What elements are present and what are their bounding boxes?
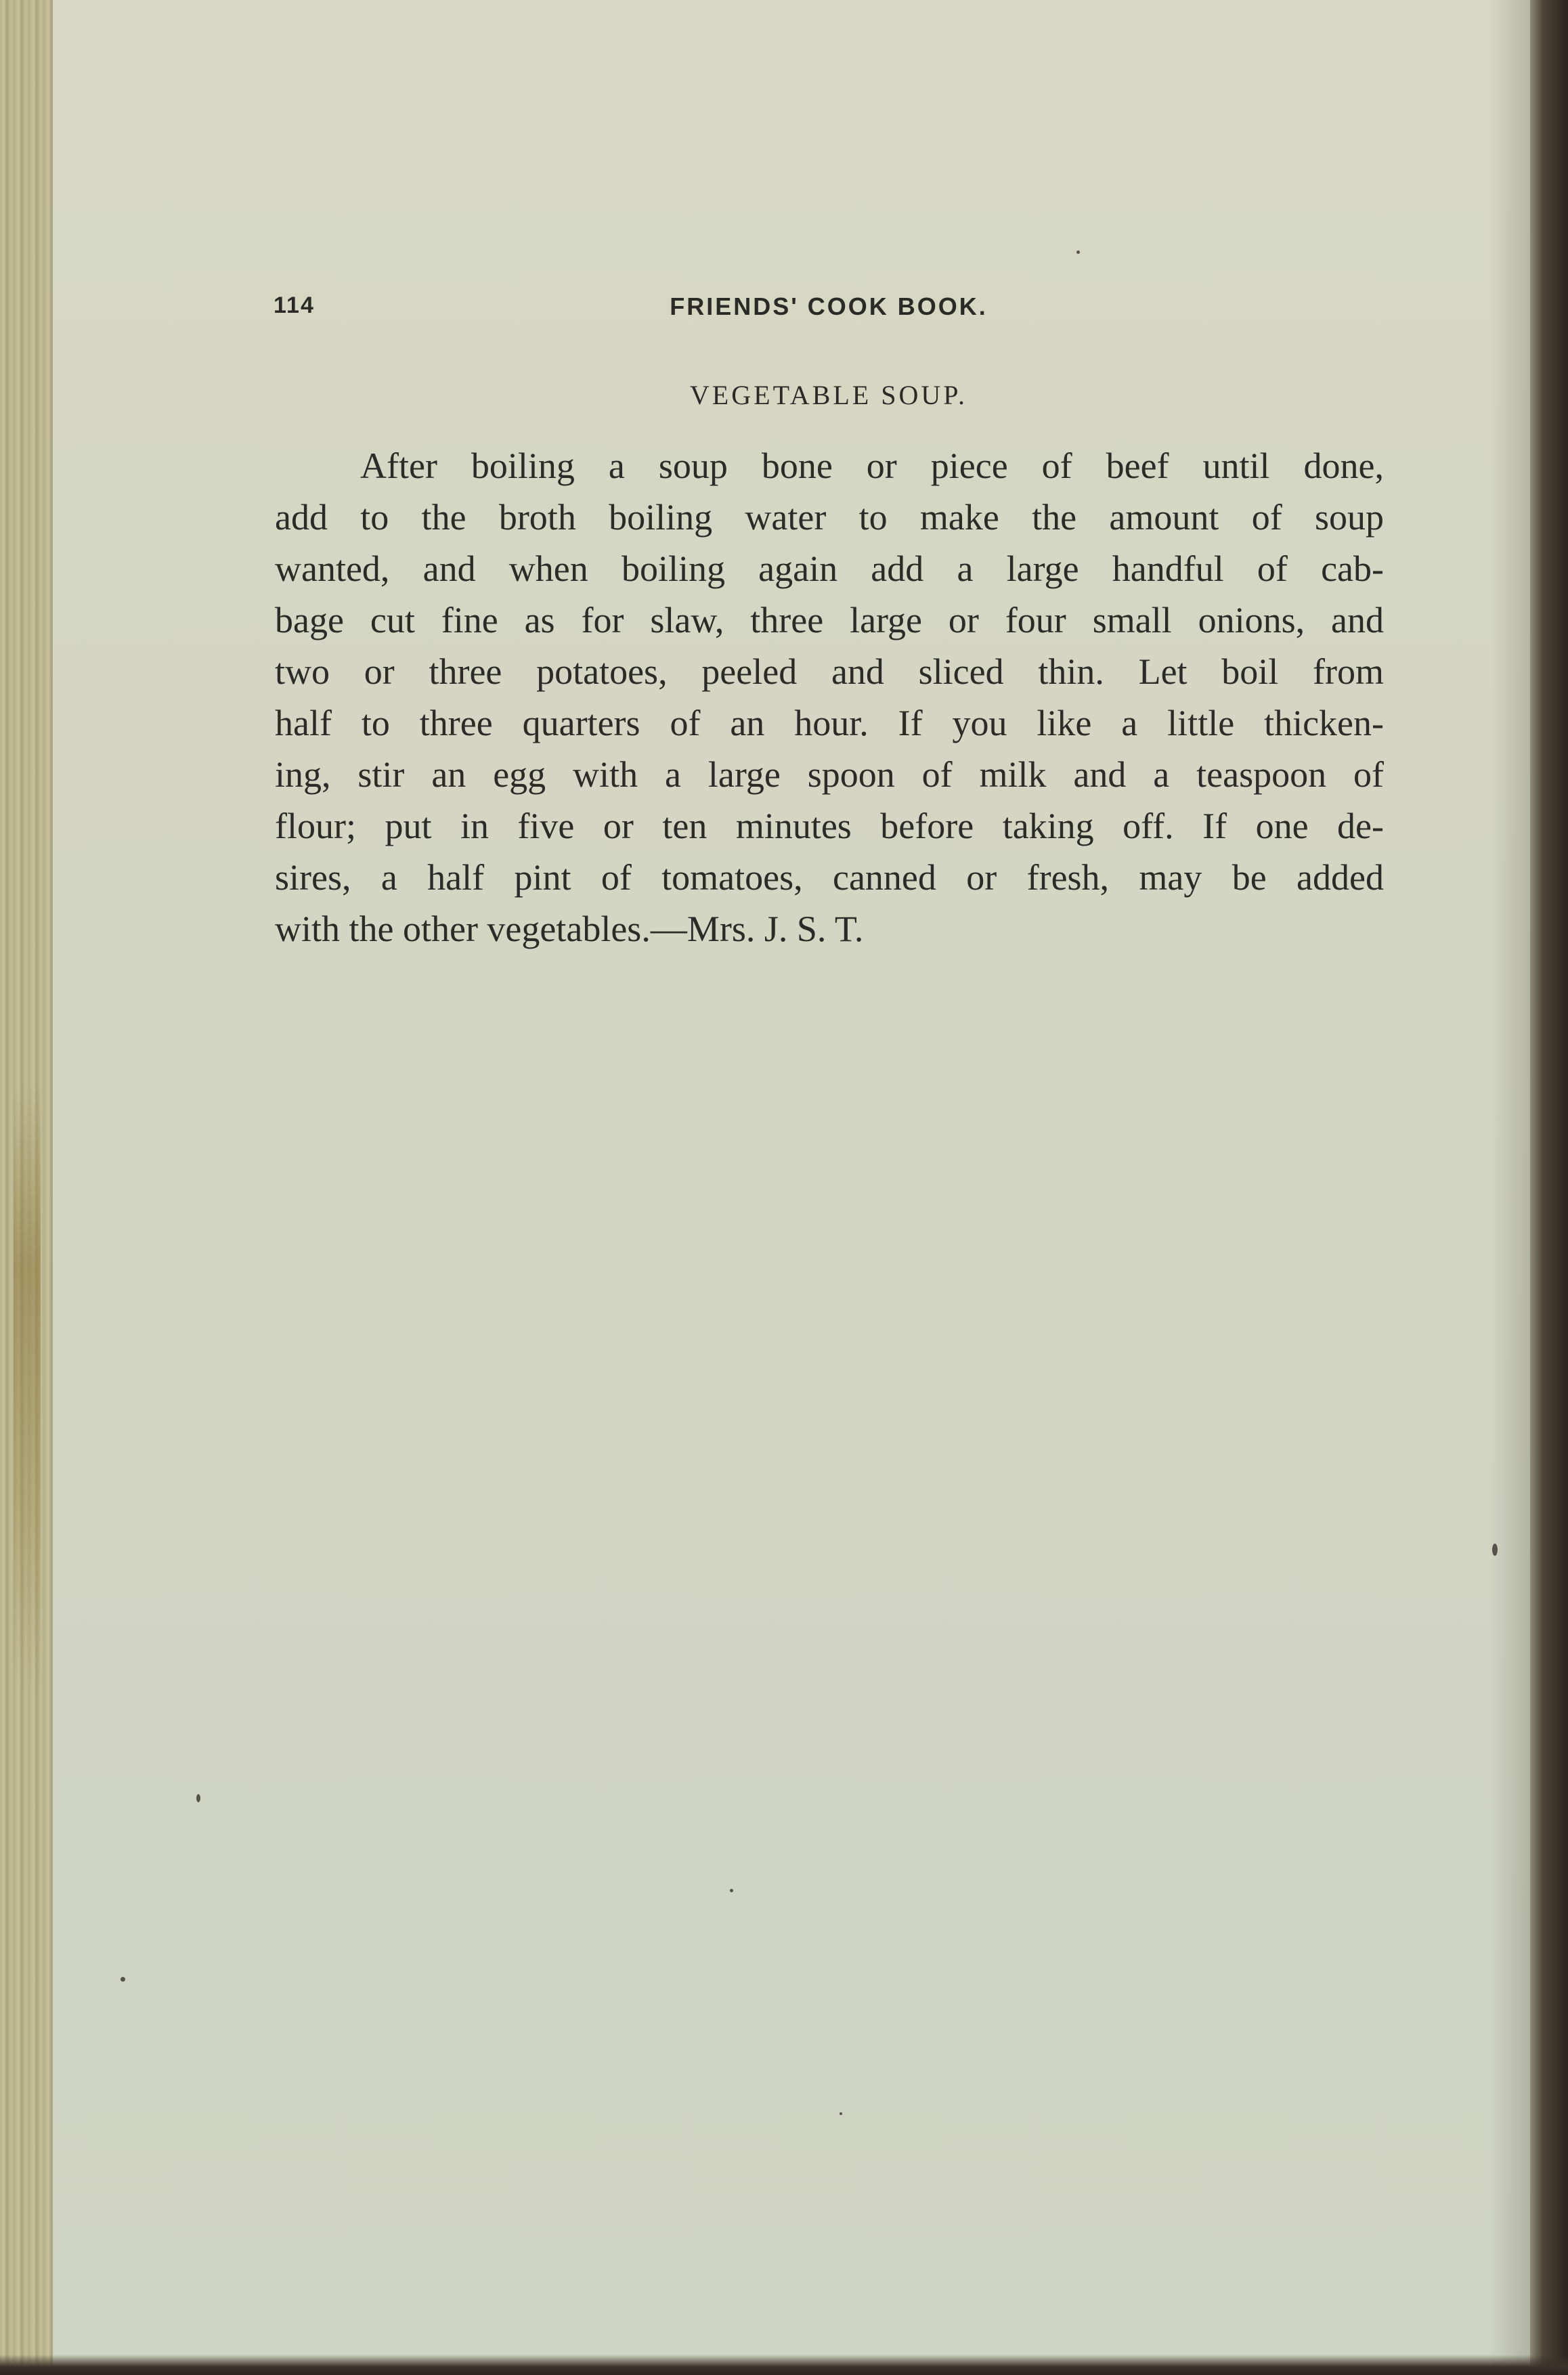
body-line: add to the broth boiling water to make the amount of soup: [275, 497, 1384, 538]
recipe-title: VEGETABLE SOUP.: [689, 380, 968, 410]
paper-speck: [840, 2112, 842, 2115]
body-line: sires, a half pint of tomatoes, canned or fresh, may be added: [275, 857, 1384, 898]
paper-speck: [1492, 1544, 1498, 1556]
body-line: two or three potatoes, peeled and sliced thin. Let boil from: [275, 651, 1384, 692]
body-line: with the other vegetables.—Mrs. J. S. T.: [275, 909, 864, 949]
paper-speck: [121, 1977, 125, 1982]
gutter-shadow: [1489, 0, 1530, 2375]
page-edge-stain: [14, 1083, 41, 1693]
body-line: After boiling a soup bone or piece of beef until done,: [360, 445, 1384, 486]
paper-speck: [1076, 250, 1080, 254]
page-number: 114: [274, 292, 315, 318]
body-line: flour; put in five or ten minutes before taking off. If one de-: [275, 806, 1384, 846]
book-cover-edge: [1530, 0, 1568, 2375]
body-line: ing, stir an egg with a large spoon of milk and a teaspoon of: [275, 754, 1384, 795]
book-title: FRIENDS' COOK BOOK.: [670, 292, 988, 320]
body-line: bage cut fine as for slaw, three large or four small onions, and: [275, 600, 1384, 640]
running-head: [274, 292, 1384, 330]
paper-speck: [730, 1889, 733, 1892]
recipe-body: [275, 440, 1384, 955]
body-line: wanted, and when boiling again add a large handful of cab-: [275, 548, 1384, 589]
body-line: half to three quarters of an hour. If you like a little thicken-: [275, 703, 1384, 743]
page-bottom-edge: [0, 2355, 1568, 2375]
paper-speck: [196, 1794, 200, 1802]
